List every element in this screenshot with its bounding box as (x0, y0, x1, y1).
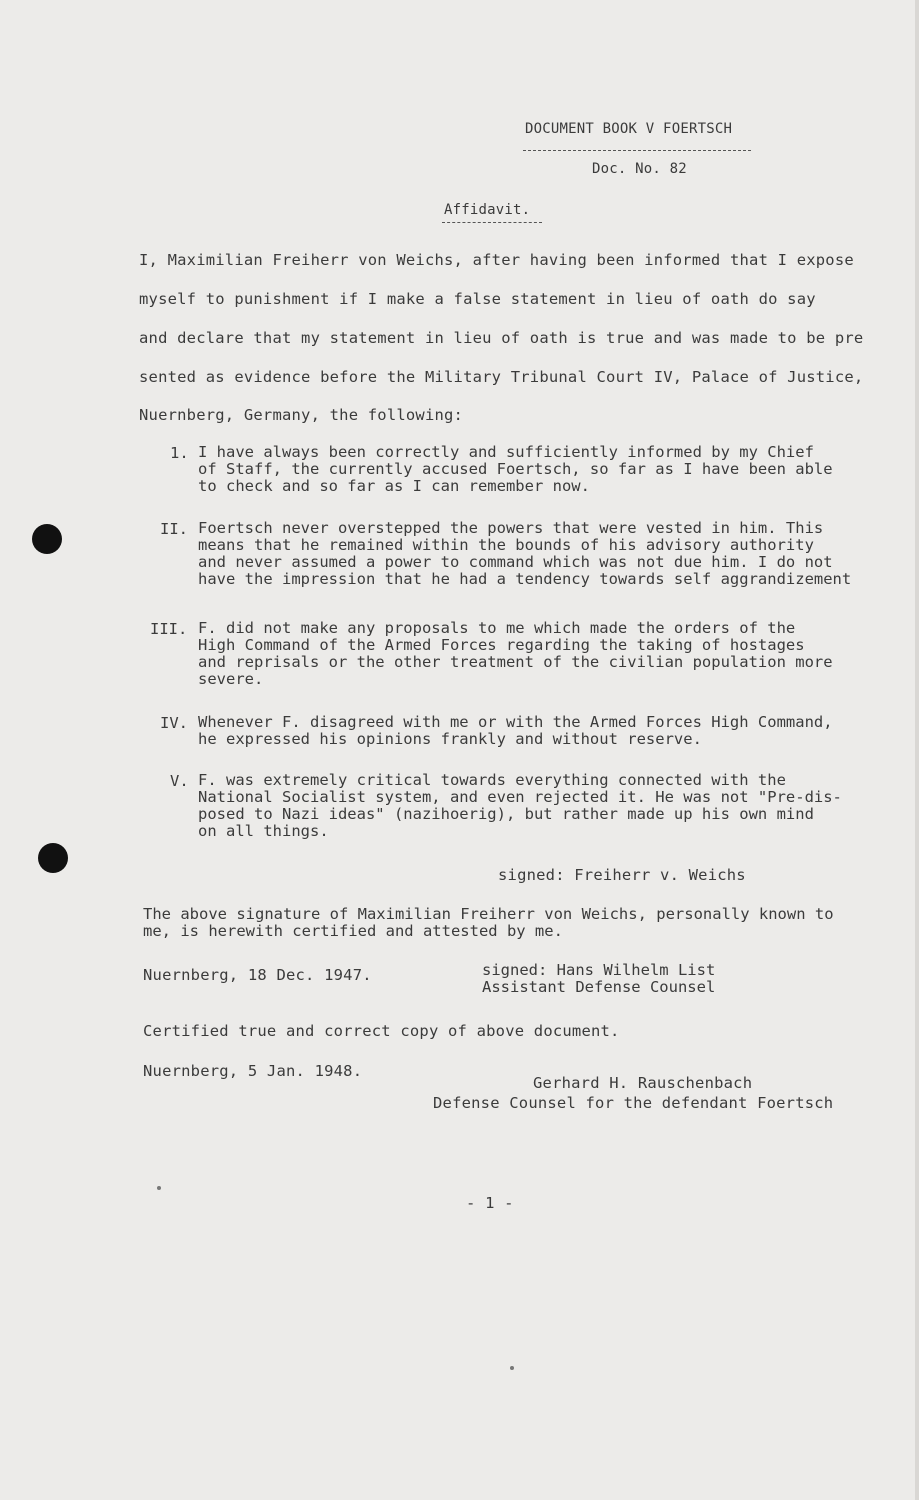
certification-line: me, is herewith certified and attested by me. (143, 922, 563, 940)
item-line: to check and so far as I can remember now. (198, 477, 590, 495)
item-line: High Command of the Armed Forces regarding the taking of hostages (198, 636, 805, 654)
signed-list (482, 962, 715, 996)
document-title: Affidavit. (444, 202, 531, 218)
place-date-2: Nuernberg, 5 Jan. 1948. (143, 1062, 363, 1080)
list-item (198, 772, 842, 840)
item-line: and reprisals or the other treatment of the civilian population more (198, 653, 833, 671)
item-line: have the impression that he had a tendency towards self aggrandizement (198, 570, 852, 588)
signed-list-line: signed: Hans Wilhelm List (482, 961, 716, 979)
intro-line: Nuernberg, Germany, the following: (139, 406, 464, 424)
list-item (198, 444, 833, 495)
intro-line: myself to punishment if I make a false statement in lieu of oath do say (139, 290, 816, 308)
item-line: Foertsch never overstepped the powers that were vested in him. This (198, 519, 824, 537)
intro-line: I, Maximilian Freiherr von Weichs, after having been informed that I expose (139, 251, 854, 269)
header-rule (523, 150, 751, 151)
signed-weichs: signed: Freiherr v. Weichs (498, 866, 746, 884)
punch-hole-top (32, 524, 62, 554)
signed-list-line: Assistant Defense Counsel (482, 978, 716, 996)
page-number: - 1 - (466, 1194, 514, 1212)
item-line: I have always been correctly and sufficiently informed by my Chief (198, 443, 814, 461)
list-item (198, 520, 851, 588)
place-date-1: Nuernberg, 18 Dec. 1947. (143, 966, 372, 984)
item-line: on all things. (198, 822, 329, 840)
item-line: National Socialist system, and even rejected it. He was not "Pre-dis- (198, 788, 842, 806)
certification-paragraph (143, 906, 834, 940)
item-line: F. was extremely critical towards everything connected with the (198, 771, 786, 789)
item-number: III. (150, 620, 188, 638)
item-line: F. did not make any proposals to me which made the orders of the (198, 619, 796, 637)
intro-line: sented as evidence before the Military Tribunal Court IV, Palace of Justice, (139, 368, 864, 386)
item-number: II. (160, 520, 188, 538)
item-line: Whenever F. disagreed with me or with the Armed Forces High Command, (198, 713, 833, 731)
punch-hole-bottom (38, 843, 68, 873)
item-number: V. (170, 772, 189, 790)
item-line: posed to Nazi ideas" (nazihoerig), but rather made up his own mind (198, 805, 814, 823)
list-item (198, 620, 833, 688)
item-line: severe. (198, 670, 264, 688)
title-underline (442, 222, 542, 223)
item-line: he expressed his opinions frankly and without reserve. (198, 730, 702, 748)
document-number: Doc. No. 82 (592, 161, 687, 177)
item-line: and never assumed a power to command which was not due him. I do not (198, 553, 833, 571)
item-line: of Staff, the currently accused Foertsch, so far as I have been able (198, 460, 833, 478)
item-number: 1. (170, 444, 189, 462)
counsel-title: Defense Counsel for the defendant Foertsch (433, 1094, 834, 1112)
paper-speck (510, 1366, 514, 1370)
page-edge (915, 0, 919, 1500)
document-book-header: DOCUMENT BOOK V FOERTSCH (525, 121, 733, 137)
counsel-name: Gerhard H. Rauschenbach (533, 1074, 753, 1092)
item-number: IV. (160, 714, 188, 732)
list-item (198, 714, 833, 748)
certification-line: The above signature of Maximilian Freiherr von Weichs, personally known to (143, 905, 834, 923)
item-line: means that he remained within the bounds of his advisory authority (198, 536, 814, 554)
intro-line: and declare that my statement in lieu of oath is true and was made to be pre (139, 329, 864, 347)
certified-copy: Certified true and correct copy of above document. (143, 1022, 620, 1040)
paper-speck (157, 1186, 161, 1190)
